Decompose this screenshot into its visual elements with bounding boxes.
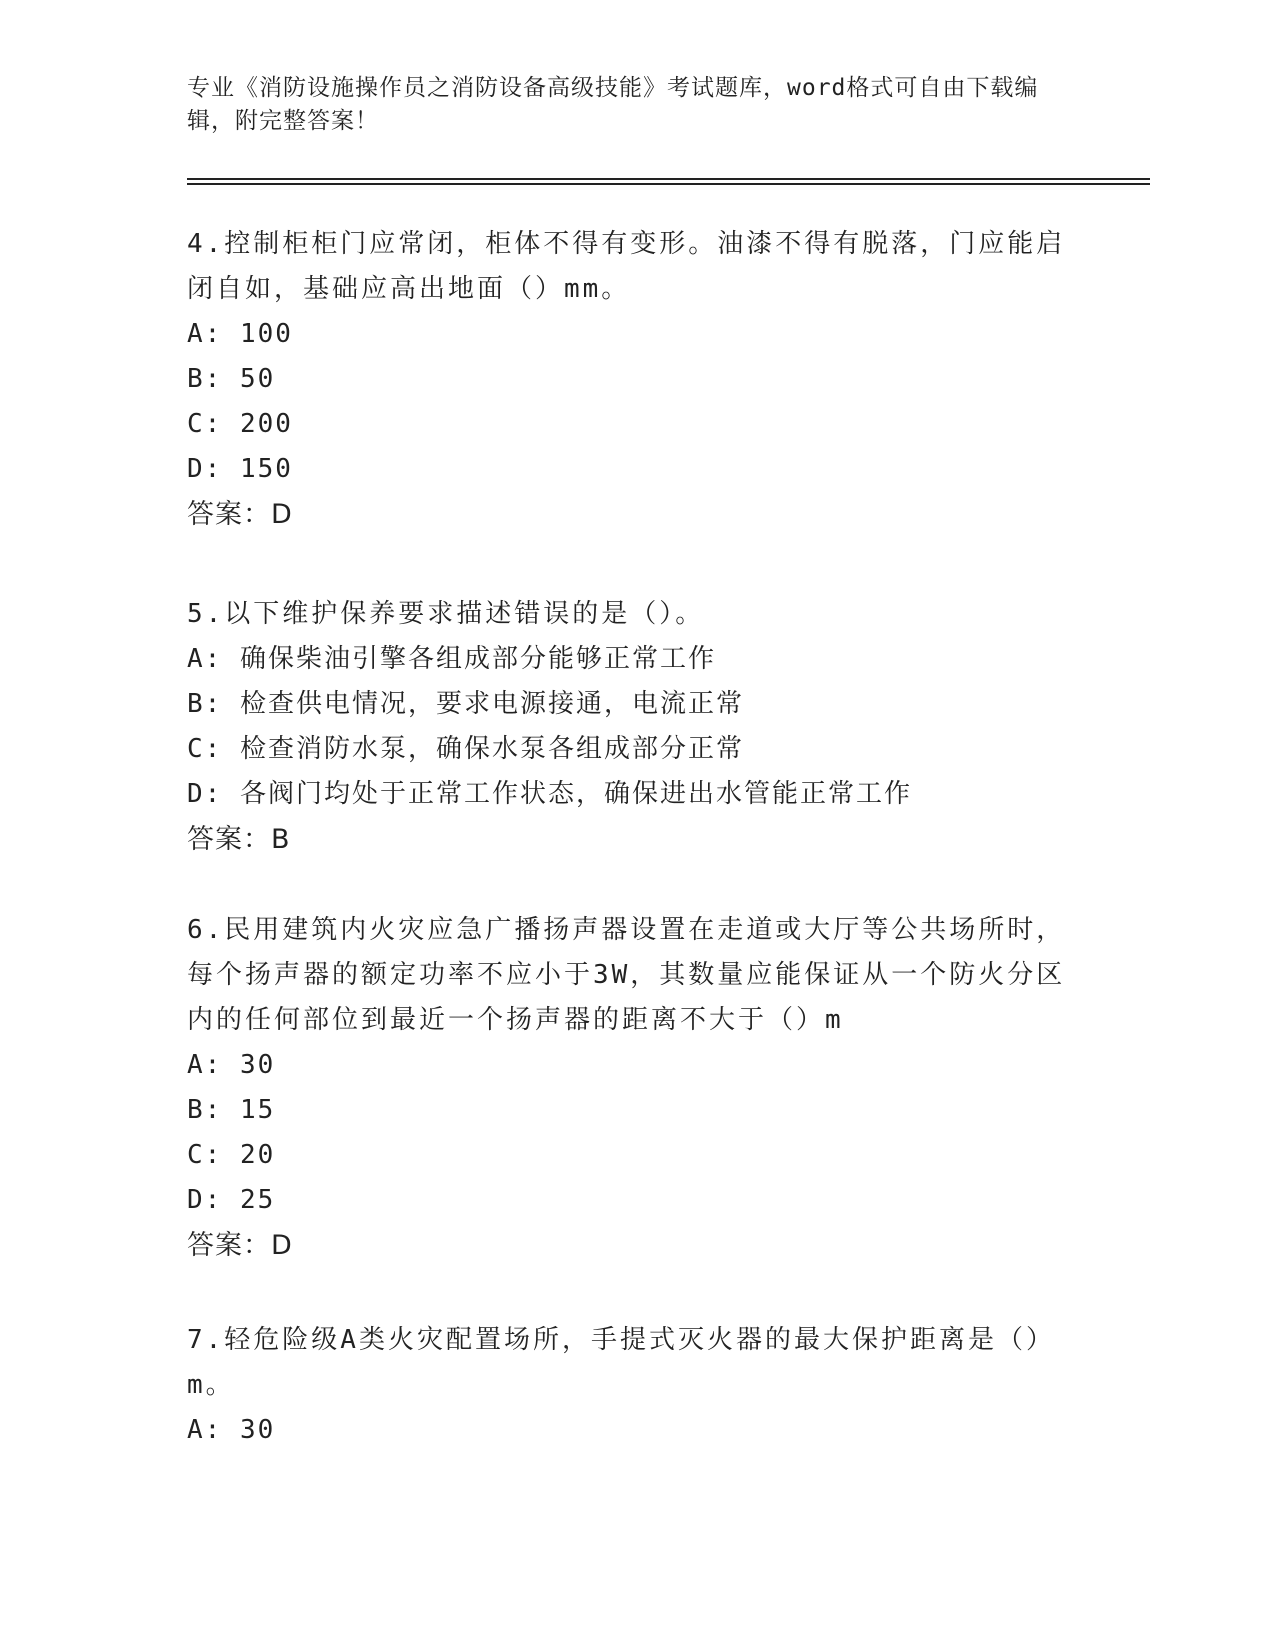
option-b: B: 15	[187, 1095, 276, 1125]
option-c: C: 检查消防水泵，确保水泵各组成部分正常	[187, 734, 744, 764]
header-rule-top	[187, 178, 1150, 180]
option-d: D: 150	[187, 454, 293, 484]
question-text: 7.轻危险级A类火灾配置场所，手提式灭火器的最大保护距离是（）m。	[187, 1325, 1055, 1400]
question-text: 4.控制柜柜门应常闭，柜体不得有变形。油漆不得有脱落，门应能启闭自如，基础应高出地面（）mm。	[187, 229, 1066, 304]
answer: 答案：D	[187, 499, 293, 530]
answer: 答案：B	[187, 824, 291, 855]
option-a: A: 100	[187, 319, 293, 349]
option-b: B: 50	[187, 364, 276, 394]
question-4	[187, 222, 1087, 538]
question-text: 5.以下维护保养要求描述错误的是（）。	[187, 599, 705, 629]
option-a: A: 30	[187, 1050, 276, 1080]
option-d: D: 25	[187, 1185, 276, 1215]
header-rule-bottom	[187, 183, 1150, 185]
option-a: A: 确保柴油引擎各组成部分能够正常工作	[187, 644, 716, 674]
question-5	[187, 592, 1087, 863]
answer: 答案：D	[187, 1230, 293, 1261]
option-d: D: 各阀门均处于正常工作状态，确保进出水管能正常工作	[187, 779, 912, 809]
option-a: A: 30	[187, 1415, 276, 1445]
question-6	[187, 908, 1087, 1269]
option-c: C: 200	[187, 409, 293, 439]
option-b: B: 检查供电情况，要求电源接通，电流正常	[187, 689, 744, 719]
document-header: 专业《消防设施操作员之消防设备高级技能》考试题库，word格式可自由下载编辑，附完整答案！	[187, 75, 1039, 134]
question-7	[187, 1318, 1087, 1453]
question-text: 6.民用建筑内火灾应急广播扬声器设置在走道或大厅等公共场所时，每个扬声器的额定功率不应小于3W，其数量应能保证从一个防火分区内的任何部位到最近一个扬声器的距离不大于（）m	[187, 915, 1066, 1035]
option-c: C: 20	[187, 1140, 276, 1170]
